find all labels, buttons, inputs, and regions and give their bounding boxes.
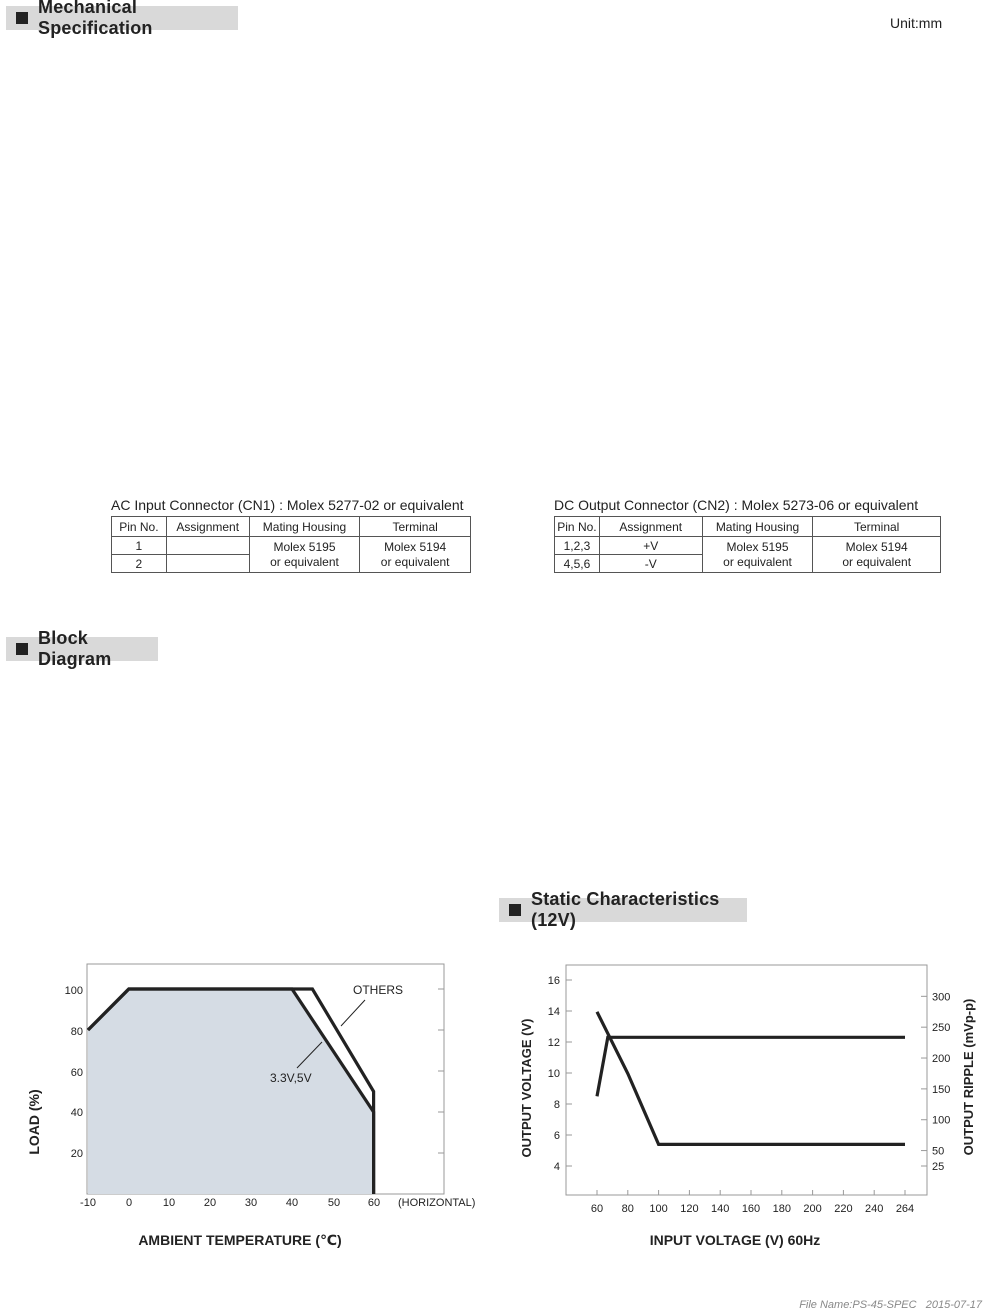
x-tick-extra: (HORIZONTAL) <box>398 1197 476 1209</box>
y-minor-ticks <box>438 989 444 1153</box>
col-pin: Pin No. <box>555 517 600 537</box>
terminal-cell <box>813 537 941 573</box>
x-tick-label: 20 <box>203 1197 217 1209</box>
static-characteristics-chart <box>500 950 990 1260</box>
unit-label: Unit:mm <box>890 15 943 31</box>
x-tick-label: 80 <box>621 1203 634 1215</box>
housing-line: Molex 5195 <box>273 539 336 554</box>
pin-cell: 1 <box>112 537 167 555</box>
y-left-ticks <box>548 975 572 1173</box>
static-characteristics-header <box>499 889 747 930</box>
x-tick-label: 264 <box>895 1203 915 1215</box>
block-diagram-header <box>6 628 158 669</box>
y-right-ticks <box>921 991 950 1173</box>
x-tick-label: 50 <box>327 1197 341 1209</box>
y-left-tick-label: 14 <box>547 1006 560 1018</box>
plot-frame <box>566 965 927 1195</box>
col-assignment: Assignment <box>166 517 249 537</box>
col-terminal: Terminal <box>360 517 471 537</box>
col-housing: Mating Housing <box>702 517 813 537</box>
footer-filename: File Name:PS-45-SPEC 2015-07-17 <box>799 1299 982 1311</box>
pin-cell: 2 <box>112 555 167 573</box>
output-voltage-line <box>597 1037 905 1096</box>
x-tick-label: -10 <box>80 1197 96 1209</box>
y-tick-label: 80 <box>70 1026 83 1038</box>
x-tick-label: 200 <box>803 1203 822 1215</box>
y-right-tick-label: 250 <box>932 1022 951 1035</box>
y-left-tick-label: 12 <box>547 1037 560 1049</box>
y-left-tick-label: 10 <box>547 1068 560 1080</box>
y-tick-label: 40 <box>70 1107 83 1119</box>
x-tick-label: 140 <box>711 1203 730 1215</box>
y-left-tick-label: 6 <box>553 1130 560 1142</box>
pin-cell: 4,5,6 <box>555 555 600 573</box>
assignment-cell <box>166 555 249 573</box>
section-title: Block Diagram <box>38 628 112 669</box>
pin-cell: 1,2,3 <box>555 537 600 555</box>
y-left-tick-label: 16 <box>547 975 560 987</box>
bullet-square-icon <box>509 904 521 916</box>
col-terminal: Terminal <box>813 517 941 537</box>
terminal-line: Molex 5194 <box>384 539 447 554</box>
x-axis-label: INPUT VOLTAGE (V) 60Hz <box>649 1232 821 1248</box>
y-right-tick-label: 50 <box>932 1145 945 1158</box>
annotation-others: OTHERS <box>353 983 404 997</box>
terminal-line: Molex 5194 <box>845 539 908 554</box>
dc-connector-title: DC Output Connector (CN2) : Molex 5273-06 or equivalent <box>554 497 919 513</box>
col-pin: Pin No. <box>112 517 167 537</box>
y-right-tick-label: 200 <box>932 1053 951 1066</box>
y-right-tick-label: 100 <box>932 1114 951 1127</box>
y-left-tick-label: 8 <box>553 1099 560 1111</box>
mechanical-spec-header <box>6 0 238 38</box>
y-left-tick-label: 4 <box>553 1161 560 1173</box>
bullet-square-icon <box>16 12 28 24</box>
x-tick-label: 120 <box>680 1203 699 1215</box>
x-tick-label: 60 <box>367 1197 381 1209</box>
table-row <box>555 537 941 555</box>
x-tick-label: 30 <box>244 1197 258 1209</box>
x-tick-label: 10 <box>162 1197 176 1209</box>
y-tick-label: 100 <box>64 985 83 997</box>
y-right-tick-label: 300 <box>932 991 951 1004</box>
housing-cell <box>249 537 360 573</box>
dc-connector-table <box>554 516 941 573</box>
x-tick-label: 240 <box>865 1203 884 1215</box>
output-ripple-line <box>597 1012 905 1145</box>
ac-connector-table <box>111 516 471 573</box>
housing-line: or equivalent <box>723 554 792 569</box>
section-title: Mechanical Specification <box>38 0 153 38</box>
col-assignment: Assignment <box>599 517 702 537</box>
assignment-cell: +V <box>599 537 702 555</box>
table-row <box>112 537 471 555</box>
y-left-axis-label: OUTPUT VOLTAGE (V) <box>519 1018 534 1158</box>
housing-line: Molex 5195 <box>726 539 789 554</box>
assignment-cell <box>166 537 249 555</box>
section-title: Static Characteristics (12V) <box>531 889 720 930</box>
annotation-leader <box>341 1000 365 1026</box>
table-header-row <box>112 517 471 537</box>
x-tick-label: 40 <box>285 1197 299 1209</box>
x-axis-label: AMBIENT TEMPERATURE (℃) <box>138 1232 342 1248</box>
y-tick-label: 20 <box>70 1148 83 1160</box>
terminal-cell <box>360 537 471 573</box>
x-ticks <box>80 1197 475 1209</box>
annotation-3v3-5v: 3.3V,5V <box>270 1071 312 1085</box>
housing-cell <box>702 537 813 573</box>
y-ticks <box>65 985 83 1160</box>
x-tick-label: 160 <box>741 1203 761 1215</box>
x-ticks <box>591 1190 914 1215</box>
x-tick-label: 0 <box>125 1197 133 1209</box>
x-tick-label: 100 <box>649 1203 668 1215</box>
y-tick-label: 60 <box>70 1067 83 1079</box>
ac-connector-title: AC Input Connector (CN1) : Molex 5277-02 or equivalent <box>111 497 464 513</box>
y-right-tick-label: 150 <box>932 1083 951 1096</box>
derating-chart <box>0 950 490 1260</box>
y-right-axis-label: OUTPUT RIPPLE (mVp-p) <box>961 998 976 1156</box>
bullet-square-icon <box>16 643 28 655</box>
terminal-line: or equivalent <box>842 554 912 569</box>
housing-line: or equivalent <box>270 554 339 569</box>
y-axis-label: LOAD (%) <box>26 1089 42 1155</box>
col-housing: Mating Housing <box>249 517 360 537</box>
terminal-line: or equivalent <box>380 554 450 569</box>
assignment-cell: -V <box>599 555 702 573</box>
table-header-row <box>555 517 941 537</box>
y-right-tick-label: 25 <box>932 1161 945 1173</box>
x-tick-label: 220 <box>834 1203 853 1215</box>
x-tick-label: 60 <box>590 1203 604 1215</box>
x-tick-label: 180 <box>772 1203 791 1215</box>
